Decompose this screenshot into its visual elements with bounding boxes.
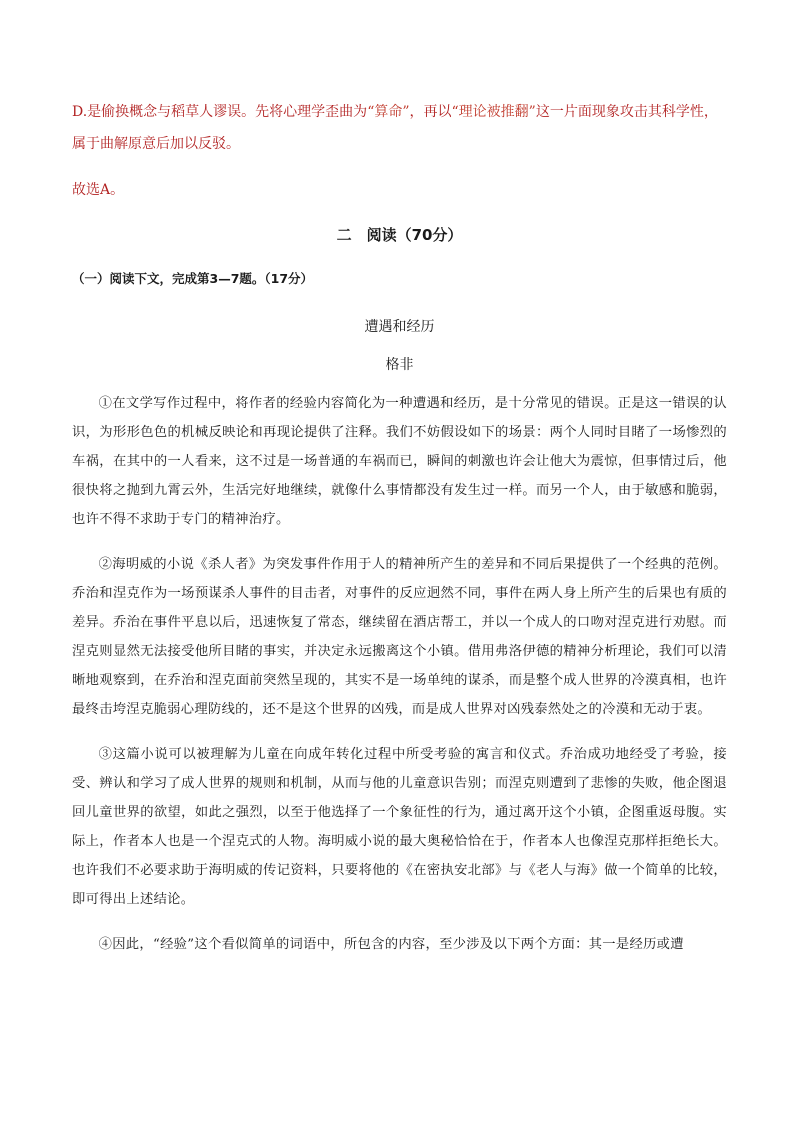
essay-paragraph-1: ①在文学写作过程中，将作者的经验内容简化为一种遭遇和经历，是十分常见的错误。正是这一错误的认识，为形形色色的机械反映论和再现论提供了注释。我们不妨假设如下的场景：两个人同时目睹了一场惨烈的车祸，在其中的一人看来，这不过是一场普通的车祸而已，瞬间的刺激也许会让他大为震惊，但事情过后，他很快将之抛到九霄云外，生活完好地继续，就像什么事情都没有发生过一样。而另一个人，由于敏感和脆弱，也许不得不求助于专门的精神治疗。 bbox=[72, 396, 727, 527]
essay-paragraph-2: ②海明威的小说《杀人者》为突发事件作用于人的精神所产生的差异和不同后果提供了一个经典的范例。乔治和涅克作为一场预谋杀人事件的目击者，对事件的反应迥然不同，事件在两人身上所产生的后果也有质的差异。乔治在事件平息以后，迅速恢复了常态，继续留在酒店帮工，并以一个成人的口吻对涅克进行劝慰。而涅克则显然无法接受他所目睹的事实，并决定永远搬离这个小镇。借用弗洛伊德的精神分析理论，我们可以清晰地观察到，在乔治和涅克面前突然呈现的，其实不是一场单纯的谋杀，而是整个成人世界的冷漠真相，也许最终击垮涅克脆弱心理防线的，还不是这个世界的凶残，而是成人世界对凶残泰然处之的冷漠和无动于衷。 bbox=[72, 557, 727, 717]
answer-text-mid: ，再以 bbox=[409, 104, 452, 120]
reading-instructions: （一）阅读下文，完成第3—7题。（17分） bbox=[72, 271, 314, 286]
answer-explanation bbox=[72, 96, 727, 160]
document-page bbox=[72, 96, 727, 959]
answer-text-suffix: 这一片面现象攻击其科学性，属于曲解原意后加以反驳。 bbox=[72, 104, 718, 152]
essay-title: 遭遇和经历 bbox=[364, 319, 435, 335]
answer-quote-2: “理论被推翻” bbox=[451, 104, 536, 120]
answer-quote-1: “算命” bbox=[367, 104, 410, 120]
essay-paragraph-4: ④因此，“经验”这个看似简单的词语中，所包含的内容，至少涉及以下两个方面：其一是经历或遭 bbox=[98, 937, 684, 952]
answer-conclusion: 故选A。 bbox=[72, 182, 125, 198]
section-title: 二 阅读（70分） bbox=[336, 226, 463, 244]
essay-paragraph-3: ③这篇小说可以被理解为儿童在向成年转化过程中所受考验的寓言和仪式。乔治成功地经受了考验，接受、辨认和学习了成人世界的规则和机制，从而与他的儿童意识告别；而涅克则遭到了悲惨的失败，他企图退回儿童世界的欲望，如此之强烈，以至于他选择了一个象征性的行为，通过离开这个小镇，企图重返母腹。实际上，作者本人也是一个涅克式的人物。海明威小说的最大奥秘恰恰在于，作者本人也像涅克那样拒绝长大。也许我们不必要求助于海明威的传记资料，只要将他的《在密执安北部》与《老人与海》做一个简单的比较，即可得出上述结论。 bbox=[72, 747, 727, 907]
answer-text-prefix: D.是偷换概念与稻草人谬误。先将心理学歪曲为 bbox=[72, 104, 368, 120]
essay-author: 格非 bbox=[385, 357, 414, 373]
